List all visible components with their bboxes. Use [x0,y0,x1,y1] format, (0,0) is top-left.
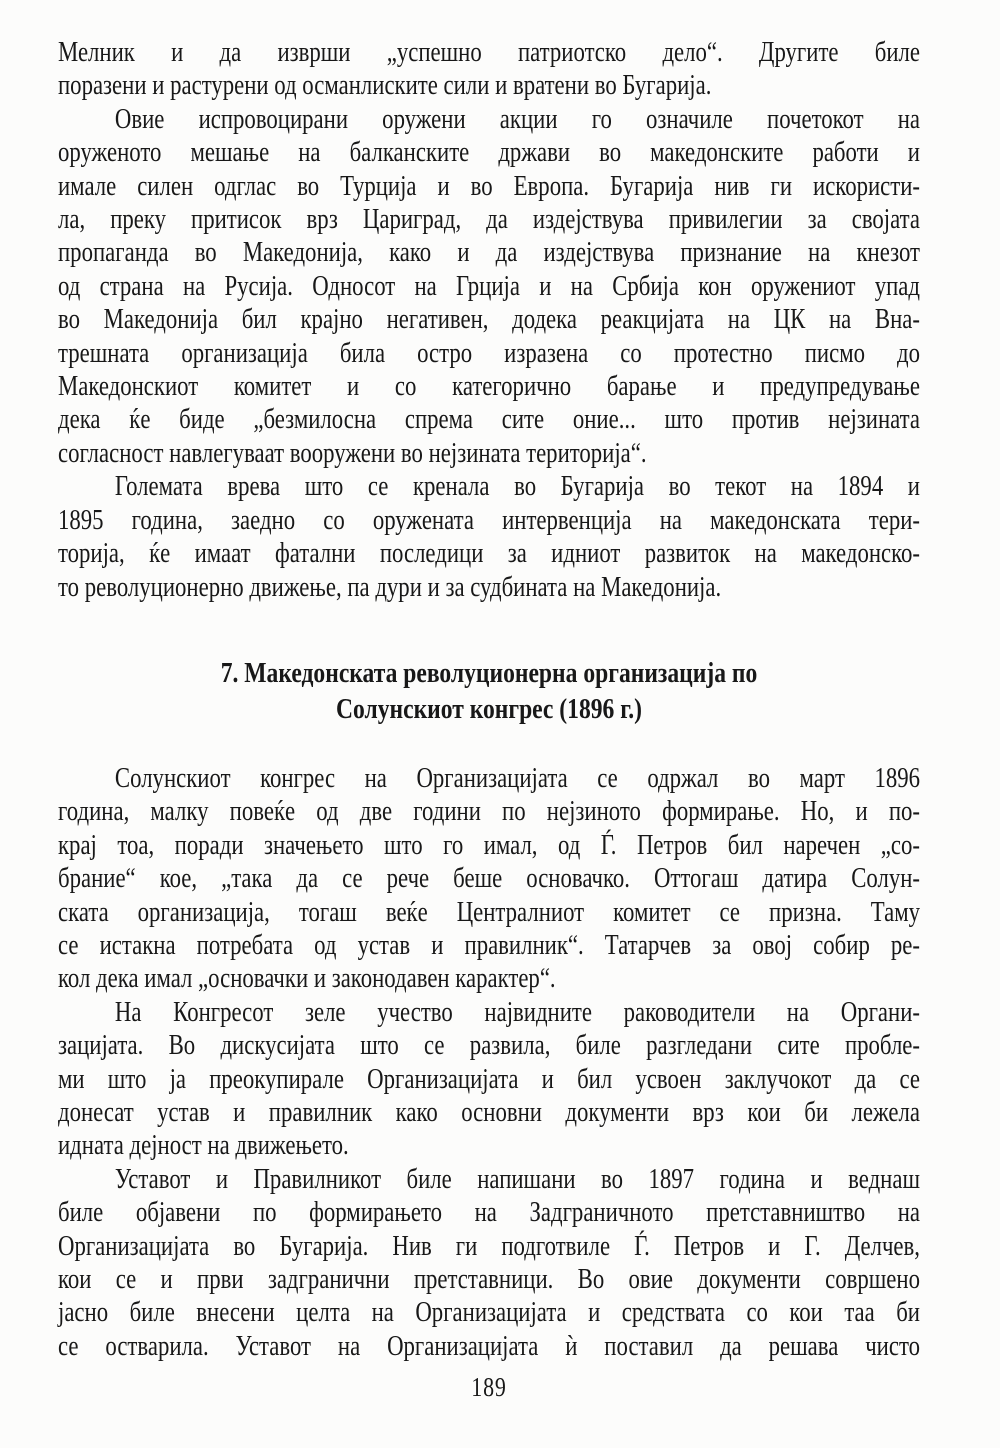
text-line: донесат устав и правилник како основни документи врз кои би лежела [58,1096,920,1128]
text-line: Организацијата во Бугарија. Нив ги подготвиле Ѓ. Петров и Г. Делчев, [58,1230,920,1262]
paragraph [58,762,920,996]
text-line: зацијата. Во дискусијата што се развила, биле разгледани сите пробле- [58,1030,920,1062]
text-line: Солунскиот конгрес на Организацијата се одржал во март 1896 [114,762,920,794]
text-line: трешната организација била остро изразена со протестно писмо до [58,337,920,369]
text-line: Македонскиот комитет и со категорично барање и предупредување [58,371,920,403]
text-line: поразени и растурени од османлиските сили и вратени во Бугарија. [58,70,712,102]
text-line: биле објавени по формирањето на Задграничното претставништво на [58,1197,920,1229]
text-line: дека ќе биде „безмилосна спрема сите оние... што против нејзината [58,404,920,436]
text-line: На Конгресот зеле учество највидните раководители на Органи- [114,996,920,1028]
text-line: ла, преку притисок врз Цариград, да издејствува привилегии за својата [58,204,920,236]
text-line: Големата врева што се кренала во Бугарија во текот на 1894 и [114,471,920,503]
text-line: јасно биле внесени целта на Организацијата и средствата со кои таа би [58,1297,920,1329]
paragraph [58,103,920,470]
text-line: ми што ја преокупирале Организацијата и бил усвоен заклучокот да се [58,1063,920,1095]
text-line: година, малку повеќе од две години по нејзиното формирање. Но, и по- [58,796,920,828]
text-line: Овие испровоцирани оружени акции го означиле почетокот на [114,103,920,135]
text-line: кои се и први задгранични претставници. Во овие документи совршено [58,1264,920,1295]
text-line: се истакна потребата од устав и правилник“. Татарчев за овој собир ре- [58,929,920,961]
text-line: имале силен одглас во Турција и во Европа. Бугарија нив ги искористи- [58,170,920,202]
text-line: то револуционерно движење, па дури и за судбината на Македонија. [58,571,722,603]
text-line: крај тоа, поради значењето што го имал, од Ѓ. Петров бил наречен „со- [58,829,920,861]
page-number: 189 [471,1372,507,1403]
text-block [58,36,920,1402]
paragraph [58,1163,920,1363]
section-heading-line2: Солунскиот конгрес (1896 г.) [335,693,643,726]
text-line: оруженото мешање на балканските држави во македонските работи и [58,137,920,169]
text-line: идната дејност на движењето. [58,1130,349,1162]
text-line: торија, ќе имаат фатални последици за идниот развиток на македонско- [58,538,920,570]
text-line: 1895 година, заедно со оружената интервенција на македонската тери- [58,504,920,536]
text-line: согласност навлегуваат вооружени во нејзината територија“. [58,437,647,469]
paragraph [58,996,920,1163]
text-line: Уставот и Правилникот биле напишани во 1897 година и веднаш [114,1163,920,1195]
section-heading [58,655,920,728]
text-line: од страна на Русија. Односот на Грција и на Србија кон оружениот упад [58,270,920,302]
body-paragraphs-top [58,36,920,604]
text-line: брание“ кое, „така да се рече беше основачко. Оттогаш датира Солун- [58,863,920,895]
body-paragraphs-bottom [58,762,920,1363]
text-line: Мелник и да изврши „успешно патриотско дело“. Другите биле [58,37,920,68]
text-line: кол дека имал „основачки и законодавен карактер“. [58,963,556,995]
text-line: пропаганда во Македонија, како и да издејствува признание на кнезот [58,237,920,269]
text-line: ската организација, тогаш веќе Централниот комитет се призна. Таму [58,896,920,928]
paragraph [58,470,920,604]
text-line: во Македонија бил крајно негативен, додека реакцијата на ЦК на Вна- [58,304,920,336]
section-heading-line1: 7. Македонската револуционерна организација по [220,656,758,689]
paragraph [58,36,920,103]
text-line: се остварила. Уставот на Организацијата ѝ поставил да решава чисто [58,1330,920,1362]
